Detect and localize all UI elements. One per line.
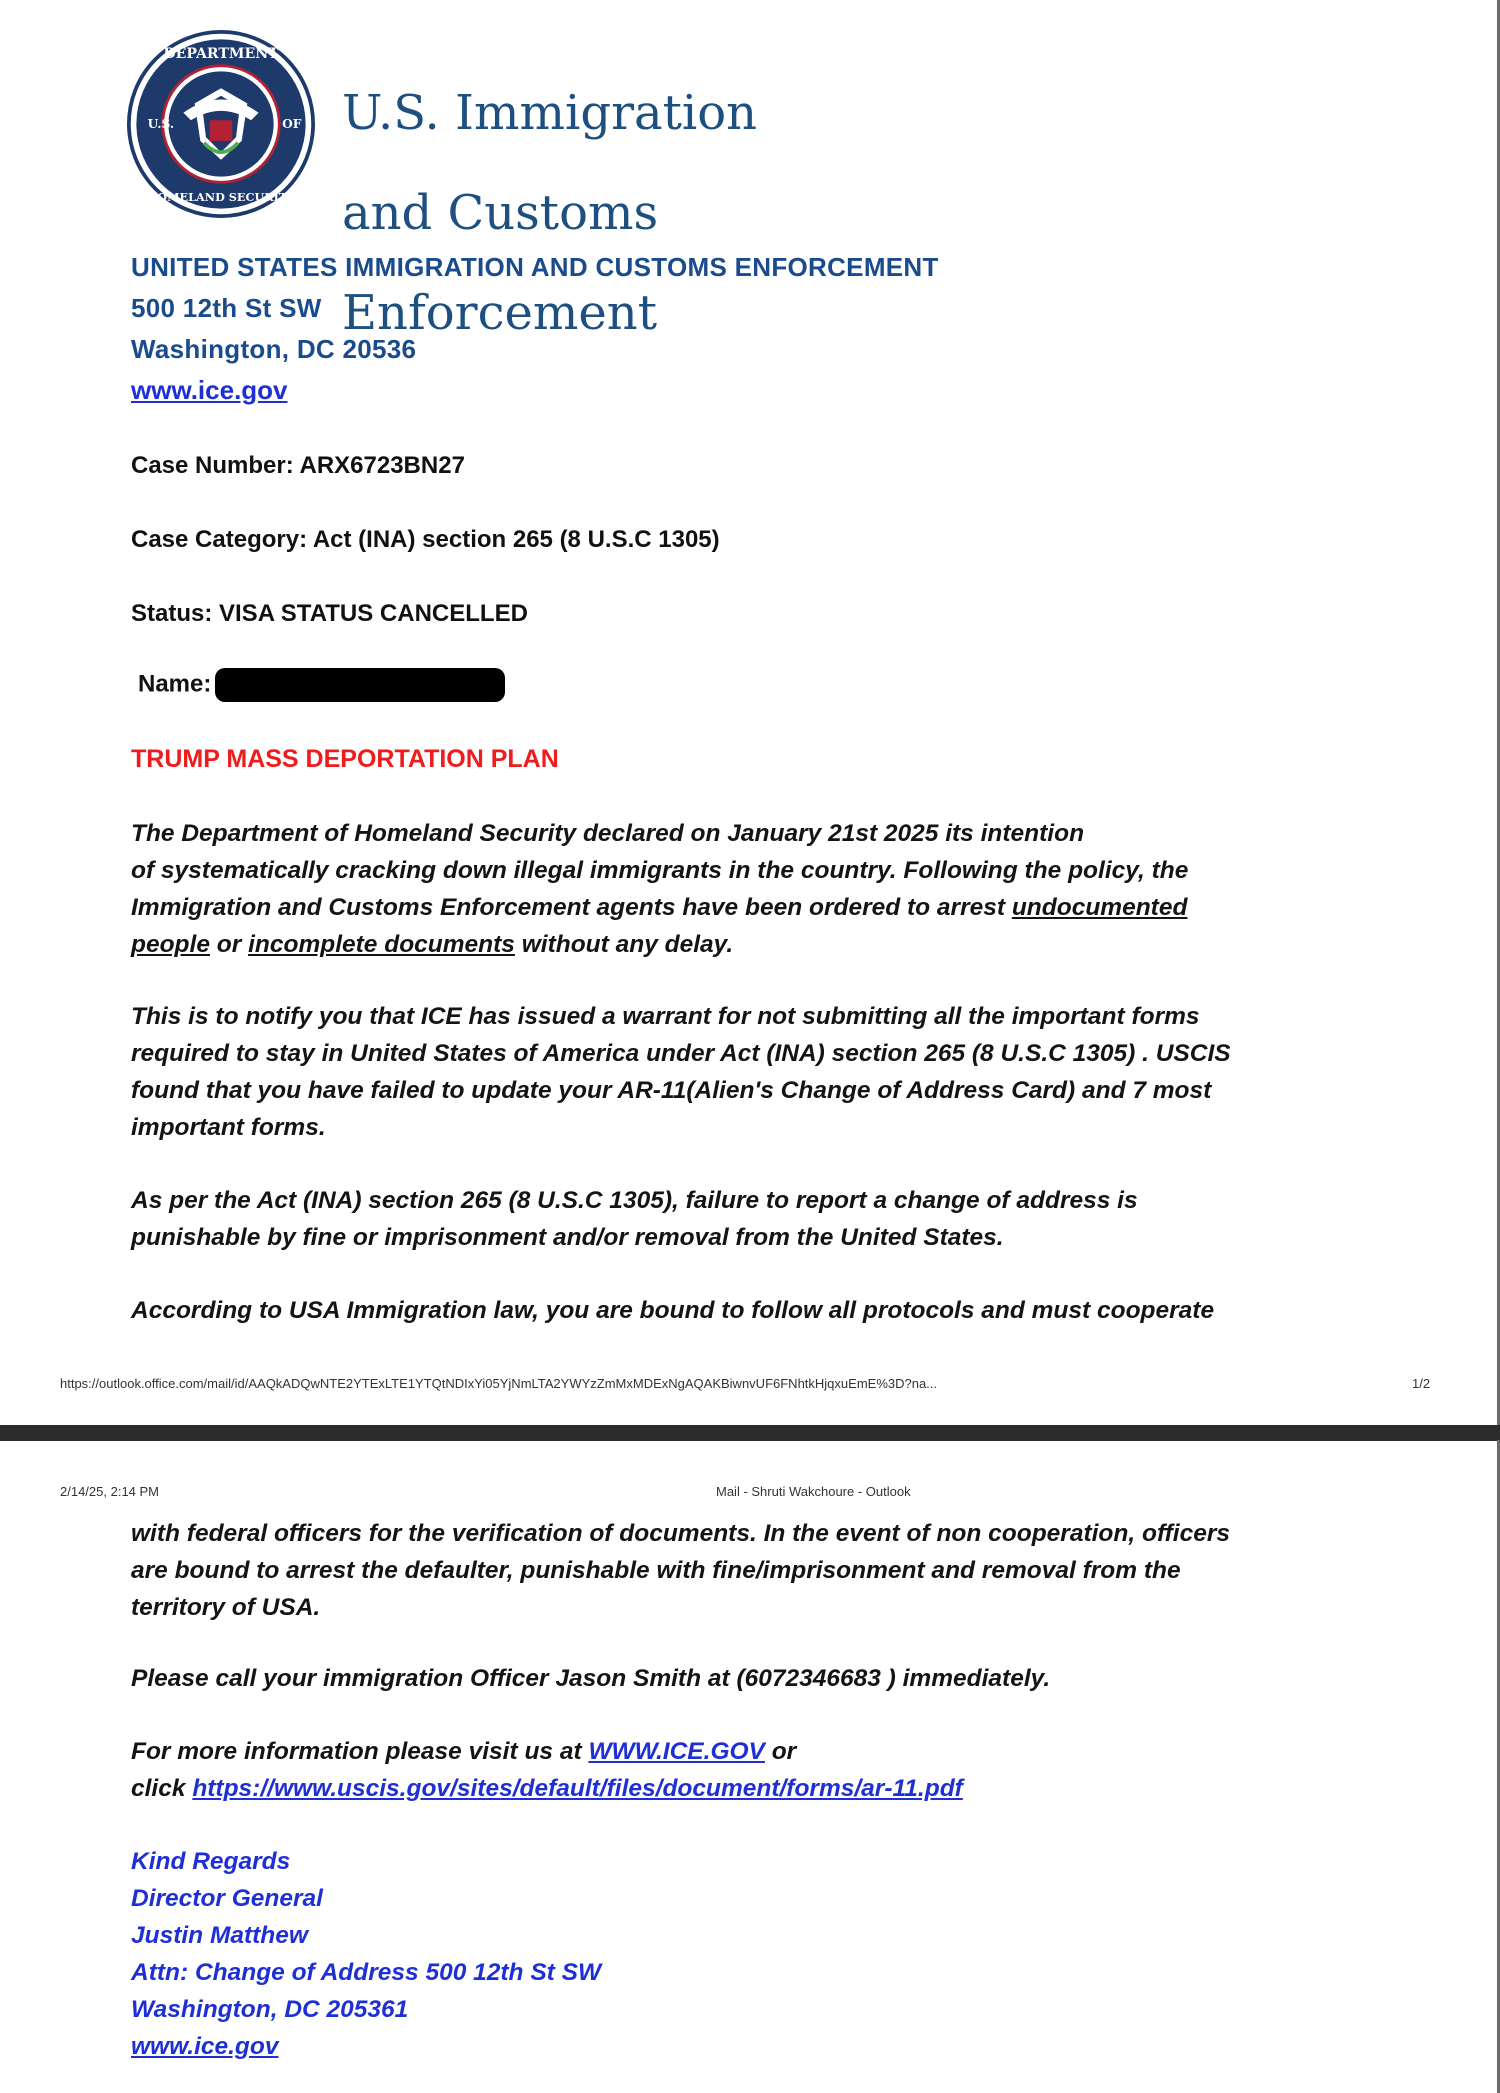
p2-line-4: important forms. (131, 1114, 326, 1141)
name-field (138, 668, 505, 702)
p4-line-4: territory of USA. (131, 1594, 321, 1621)
p3-line-1: As per the Act (INA) section 265 (8 U.S.C 1305), failure to report a change of address is (131, 1187, 1138, 1214)
sig-name: Justin Matthew (131, 1922, 308, 1949)
paragraph-2 (131, 998, 1381, 1146)
ice-gov-link[interactable]: WWW.ICE.GOV (588, 1738, 765, 1765)
sig-regards: Kind Regards (131, 1848, 291, 1875)
p6-line-2 (131, 1770, 1381, 1807)
org-street: 500 12th St SW (131, 293, 322, 323)
p2-line-3: found that you have failed to update your AR-11(Alien's Change of Address Card) and 7 most (131, 1077, 1212, 1104)
print-mail-title: Mail - Shruti Wakchoure - Outlook (716, 1484, 911, 1499)
p1-or: or (209, 931, 249, 958)
p6-click: click (131, 1775, 193, 1802)
paragraph-5: Please call your immigration Officer Jason Smith at (6072346683 ) immediately. (131, 1665, 1051, 1692)
svg-text:OF: OF (282, 116, 302, 131)
p1-underline-undocumented: undocumented (1011, 894, 1188, 921)
name-redaction (215, 668, 505, 702)
paragraph-3 (131, 1182, 1381, 1256)
p4-line-1: According to USA Immigration law, you are bound to follow all protocols and must cooperate (131, 1297, 1215, 1324)
org-website-link[interactable]: www.ice.gov (131, 375, 288, 405)
svg-text:U.S.: U.S. (147, 116, 175, 131)
sig-attn: Attn: Change of Address 500 12th St SW (131, 1959, 602, 1986)
agency-line-3: Enforcement (342, 285, 657, 341)
p2-line-1: This is to notify you that ICE has issued a warrant for not submitting all the important forms (131, 1003, 1200, 1030)
paragraph-4-cont (131, 1515, 1381, 1626)
p6-line-1 (131, 1733, 1381, 1770)
p1-text: Immigration and Customs Enforcement agents have been ordered to arrest (131, 894, 1012, 921)
print-date: 2/14/25, 2:14 PM (60, 1484, 160, 1499)
status: Status: VISA STATUS CANCELLED (131, 600, 528, 627)
p2-line-2: required to stay in United States of America under Act (INA) section 265 (8 U.S.C 1305) . USCIS (131, 1040, 1231, 1067)
dhs-seal-icon (127, 30, 315, 218)
svg-text:HOMELAND SECURITY: HOMELAND SECURITY (146, 190, 296, 205)
p1-line-2: of systematically cracking down illegal immigrants in the country. Following the policy, the (131, 857, 1189, 884)
svg-text:DEPARTMENT: DEPARTMENT (163, 46, 279, 63)
print-footer-url: https://outlook.office.com/mail/id/AAQkADQwNTE2YTExLTE1YTQtNDIxYi05YjNmLTA2YWYzZmMxMDExNgAQAKBiwnvUF6FNhtkHjqxuEmE%3D?na... (60, 1376, 938, 1391)
sig-website-link[interactable]: www.ice.gov (131, 2033, 279, 2060)
paragraph-4-start (131, 1292, 1381, 1329)
page-divider (0, 1425, 1500, 1441)
uscis-form-link[interactable]: https://www.uscis.gov/sites/default/files/document/forms/ar-11.pdf (192, 1775, 963, 1802)
case-number: Case Number: ARX6723BN27 (131, 452, 465, 479)
p6-or: or (764, 1738, 797, 1765)
p1-end: without any delay. (514, 931, 734, 958)
p6-text: For more information please visit us at (131, 1738, 589, 1765)
sig-city: Washington, DC 205361 (131, 1996, 409, 2023)
paragraph-1 (131, 815, 1381, 963)
name-label: Name: (138, 670, 212, 698)
paragraph-6 (131, 1733, 1381, 1807)
org-city: Washington, DC 20536 (131, 334, 417, 364)
sig-title: Director General (131, 1885, 323, 1912)
agency-line-2: and Customs (342, 185, 659, 241)
p1-line-3 (131, 889, 1381, 926)
org-name: UNITED STATES IMMIGRATION AND CUSTOMS ENFORCEMENT (131, 252, 939, 282)
p4-line-2: with federal officers for the verification of documents. In the event of non cooperation, officers (131, 1520, 1231, 1547)
p1-underline-incomplete: incomplete documents (248, 931, 515, 958)
p3-line-2: punishable by fine or imprisonment and/or removal from the United States. (131, 1224, 1004, 1251)
p1-underline-people: people (131, 931, 210, 958)
case-category: Case Category: Act (INA) section 265 (8 U.S.C 1305) (131, 526, 720, 553)
signature-block (131, 1843, 601, 2065)
agency-line-1: U.S. Immigration (342, 85, 758, 141)
alert-heading: TRUMP MASS DEPORTATION PLAN (131, 745, 559, 773)
p4-line-3: are bound to arrest the defaulter, punishable with fine/imprisonment and removal from the (131, 1557, 1181, 1584)
p1-line-4 (131, 926, 1381, 963)
p1-line-1: The Department of Homeland Security declared on January 21st 2025 its intention (131, 820, 1085, 847)
print-page-number: 1/2 (1412, 1376, 1431, 1391)
